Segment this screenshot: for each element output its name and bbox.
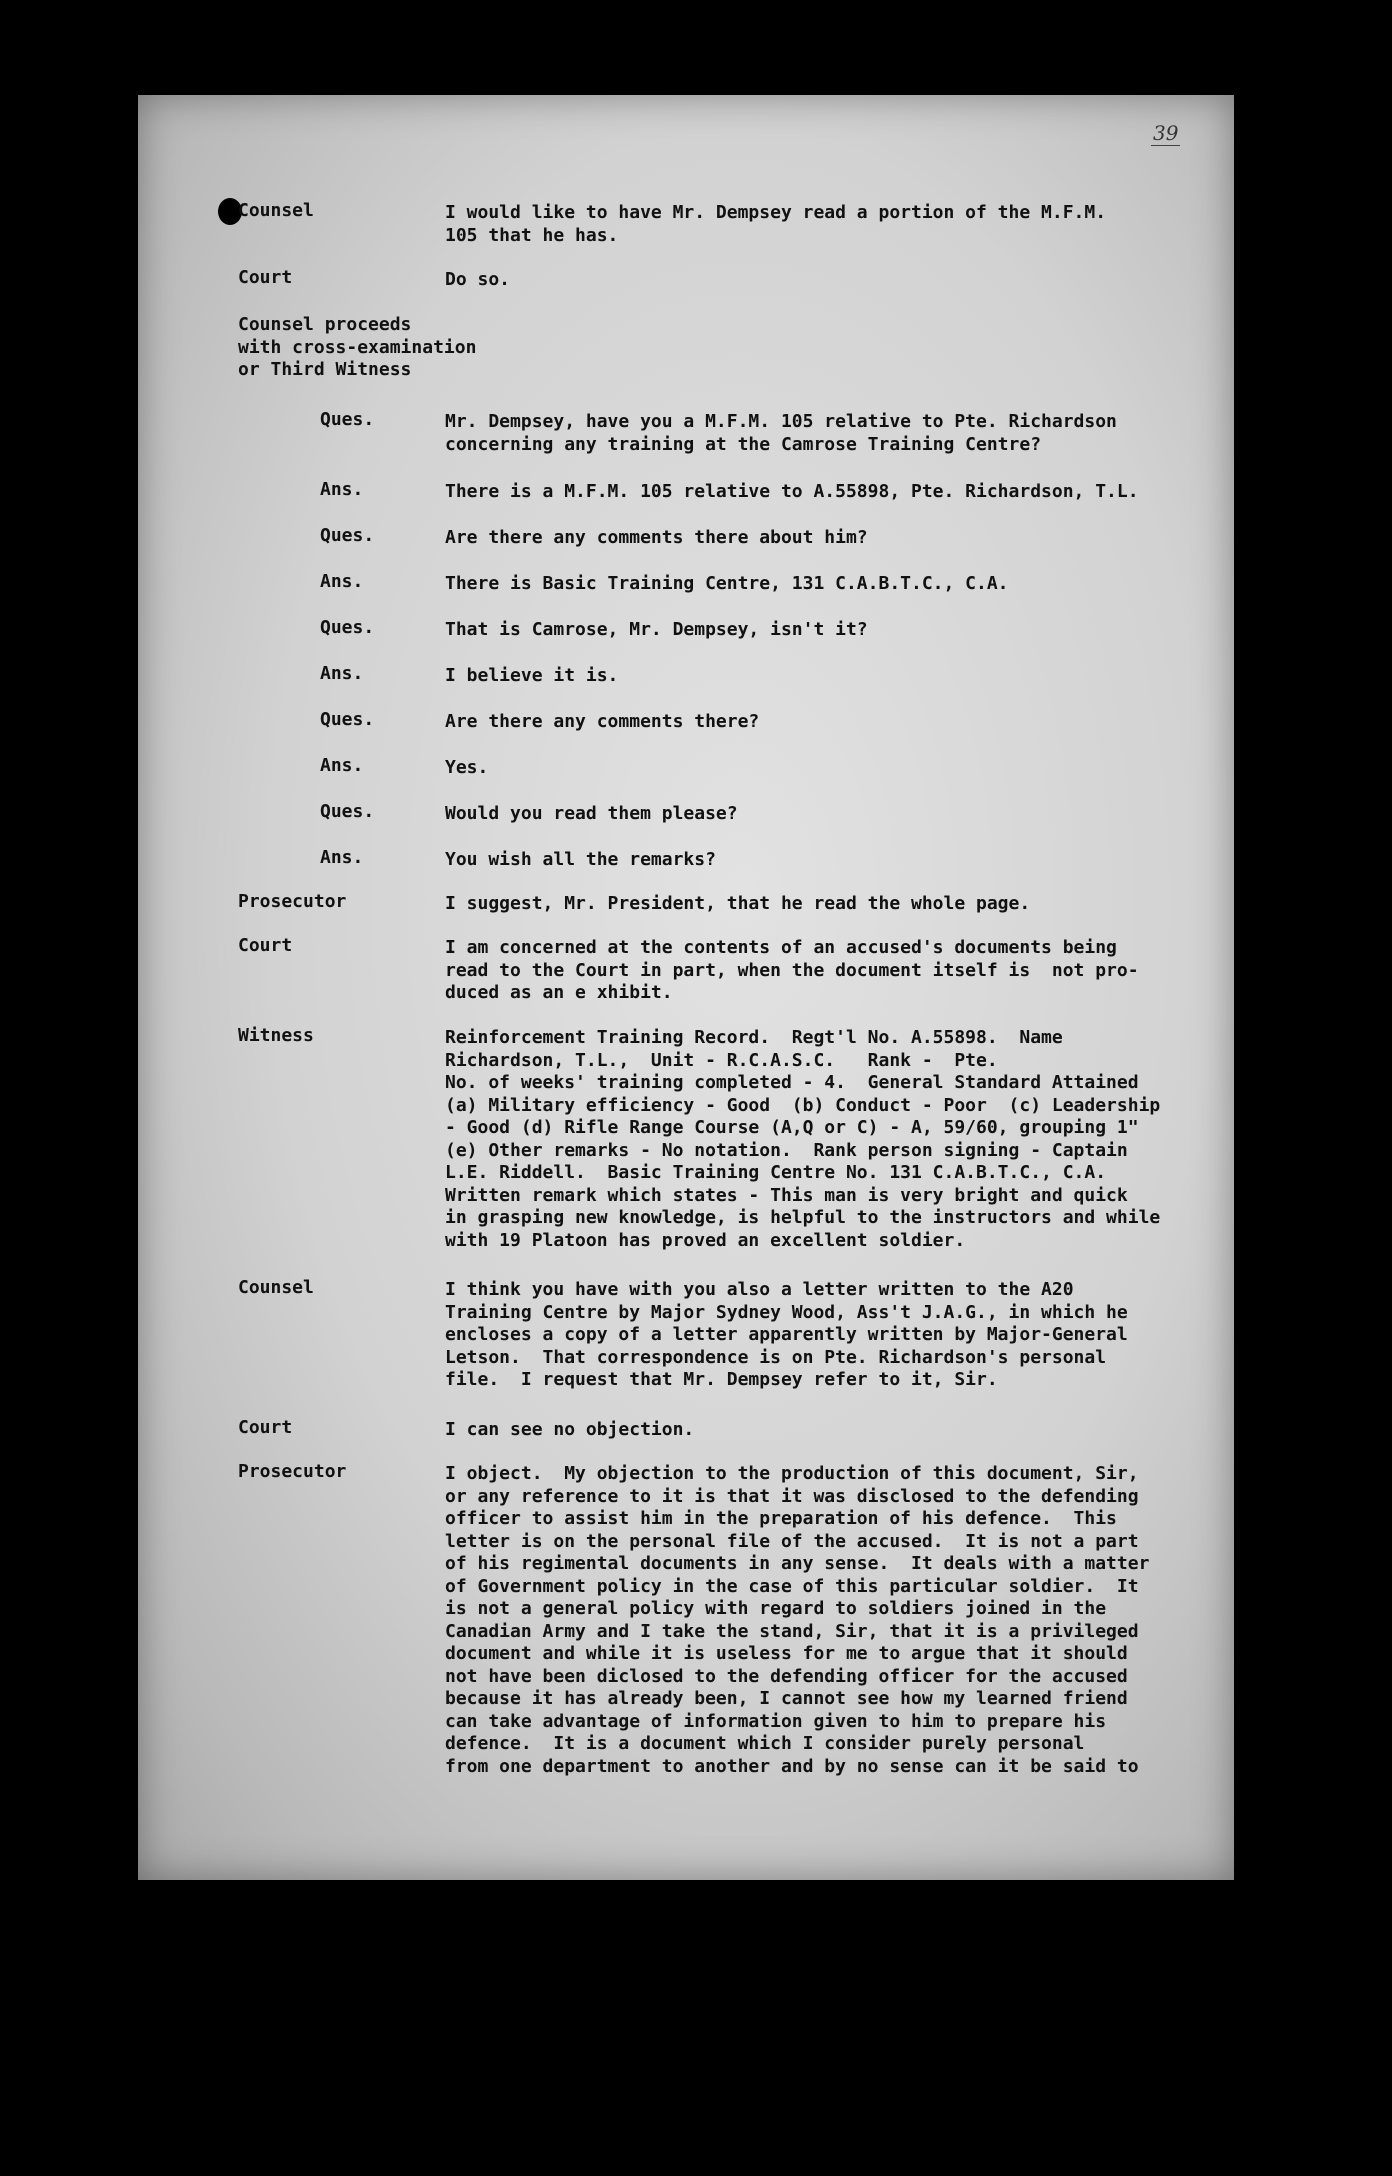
entry-text: Are there any comments there? [445, 711, 760, 732]
entry-text: You wish all the remarks? [445, 849, 716, 870]
entry-text: Would you read them please? [445, 803, 738, 824]
answer-label: Ans. [320, 663, 364, 684]
question-label: Ques. [320, 801, 375, 822]
speaker-label: Court [238, 1417, 293, 1438]
question-label: Ques. [320, 525, 375, 546]
entry-text: Yes. [445, 757, 489, 778]
entry-text: There is a M.F.M. 105 relative to A.55898, Pte. Richardson, T.L. [445, 481, 1139, 502]
entry-text: I suggest, Mr. President, that he read the whole page. [445, 893, 1031, 914]
section-heading: Counsel proceeds with cross-examination or Third Witness [238, 314, 477, 380]
speaker-label: Witness [238, 1025, 314, 1046]
page-number: 39 [1153, 121, 1179, 145]
speaker-label: Court [238, 935, 293, 956]
document-page [138, 95, 1234, 1880]
entry-text: Are there any comments there about him? [445, 527, 868, 548]
entry-text: I object. My objection to the production of this document, Sir, or any reference to it is that it was disclosed to the defending officer to assist him in the preparation of his defence. This letter is on the personal file of the accused. It is not a part of his regimental documents in any sense. It deals with a matter of Government policy in the case of this particular soldier. It is not a general policy with regard to soldiers joined in the Canadian Army and I take the stand, Sir, that it is a privileged document and while it is useless for me to argue that it should not have been diclosed to the defending officer for the accused because it has already been, I cannot see how my learned friend can take advantage of information given to him to prepare his defence. It is a document which I consider purely personal from one department to another and by no sense can it be said to [445, 1463, 1150, 1777]
speaker-label: Prosecutor [238, 891, 347, 912]
answer-label: Ans. [320, 479, 364, 500]
entry-text: I would like to have Mr. Dempsey read a portion of the M.F.M. 105 that he has. [445, 202, 1107, 246]
speaker-label: Counsel [238, 1277, 314, 1298]
speaker-label: Prosecutor [238, 1461, 347, 1482]
answer-label: Ans. [320, 755, 364, 776]
entry-text: I can see no objection. [445, 1419, 695, 1440]
entry-text: I believe it is. [445, 665, 619, 686]
entry-text: Mr. Dempsey, have you a M.F.M. 105 relative to Pte. Richardson concerning any training at the Camrose Training Centre? [445, 411, 1117, 455]
entry-text: That is Camrose, Mr. Dempsey, isn't it? [445, 619, 868, 640]
question-label: Ques. [320, 709, 375, 730]
answer-label: Ans. [320, 847, 364, 868]
entry-text: I think you have with you also a letter written to the A20 Training Centre by Major Sydney Wood, Ass't J.A.G., in which he encloses a copy of a letter apparently written by Major-General Letson. That correspondence is on Pte. Richardson's personal file. I request that Mr. Dempsey refer to it, Sir. [445, 1279, 1128, 1390]
entry-text: Reinforcement Training Record. Regt'l No. A.55898. Name Richardson, T.L., Unit - R.C.A.S.C. Rank - Pte. No. of weeks' training completed - 4. General Standard Attained (a) Military efficiency - Good (b) Conduct - Poor (c) Leadership - Good (d) Rifle Range Course (A,Q or C) - A, 59/60, grouping 1" (e) Other remarks - No notation. Rank person signing - Captain L.E. Riddell. Basic Training Centre No. 131 C.A.B.T.C., C.A. Written remark which states - This man is very bright and quick in grasping new knowledge, is helpful to the instructors and while with 19 Platoon has proved an excellent soldier. [445, 1027, 1161, 1251]
entry-text: I am concerned at the contents of an accused's documents being read to the Court in part, when the document itself is not pro- duced as an e xhibit. [445, 937, 1139, 1003]
entry-text: There is Basic Training Centre, 131 C.A.B.T.C., C.A. [445, 573, 1009, 594]
question-label: Ques. [320, 617, 375, 638]
speaker-label: Counsel [238, 200, 314, 221]
answer-label: Ans. [320, 571, 364, 592]
speaker-label: Court [238, 267, 293, 288]
question-label: Ques. [320, 409, 375, 430]
entry-text: Do so. [445, 269, 511, 290]
